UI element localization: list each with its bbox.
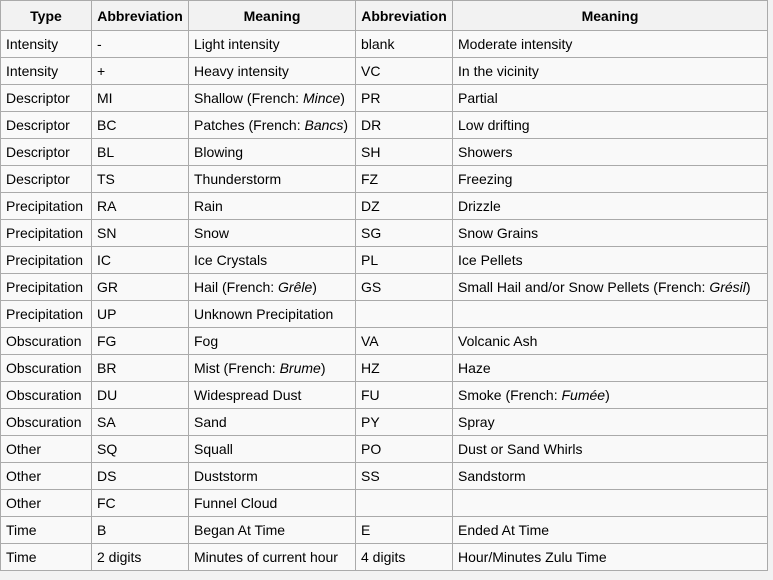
cell-meaning-1: [189, 112, 356, 139]
cell-abbreviation-1: B: [92, 517, 189, 544]
cell-meaning-1: [189, 247, 356, 274]
cell-abbreviation-2: blank: [356, 31, 453, 58]
cell-meaning-1: [189, 382, 356, 409]
cell-type: Precipitation: [1, 193, 92, 220]
cell-meaning-1: [189, 31, 356, 58]
cell-type: Time: [1, 544, 92, 571]
cell-meaning-1-text: Squall: [194, 441, 233, 457]
cell-meaning-2-text: Ice Pellets: [458, 252, 523, 268]
cell-meaning-2: [453, 247, 768, 274]
cell-meaning-2-text-end: ): [605, 387, 610, 403]
cell-type: Time: [1, 517, 92, 544]
cell-meaning-2: [453, 409, 768, 436]
cell-meaning-1: [189, 193, 356, 220]
cell-meaning-2-text: Sandstorm: [458, 468, 526, 484]
cell-meaning-1: [189, 544, 356, 571]
cell-abbreviation-2: DR: [356, 112, 453, 139]
cell-meaning-1: [189, 409, 356, 436]
cell-meaning-2: [453, 139, 768, 166]
cell-abbreviation-2: [356, 490, 453, 517]
table-row: [1, 193, 768, 220]
cell-meaning-2: [453, 301, 768, 328]
cell-type: Precipitation: [1, 274, 92, 301]
cell-meaning-1-text-end: ): [343, 117, 349, 133]
header-row: [1, 1, 768, 31]
cell-type: Obscuration: [1, 355, 92, 382]
cell-meaning-2: [453, 274, 768, 301]
cell-abbreviation-1: FC: [92, 490, 189, 517]
table-row: [1, 517, 768, 544]
cell-type: Precipitation: [1, 220, 92, 247]
cell-abbreviation-2: SH: [356, 139, 453, 166]
cell-abbreviation-1: GR: [92, 274, 189, 301]
cell-meaning-2-text: Hour/Minutes Zulu Time: [458, 549, 607, 565]
cell-type: Intensity: [1, 58, 92, 85]
cell-meaning-1-text: Rain: [194, 198, 223, 214]
cell-abbreviation-2: PL: [356, 247, 453, 274]
cell-type: Obscuration: [1, 382, 92, 409]
table-row: [1, 274, 768, 301]
cell-type: Descriptor: [1, 166, 92, 193]
cell-abbreviation-1: +: [92, 58, 189, 85]
cell-abbreviation-2: PO: [356, 436, 453, 463]
cell-meaning-1-text: Mist (French:: [194, 360, 280, 376]
header-meaning-2: Meaning: [453, 1, 768, 31]
cell-abbreviation-2: HZ: [356, 355, 453, 382]
cell-meaning-2-text: Showers: [458, 144, 513, 160]
cell-meaning-2: [453, 220, 768, 247]
cell-meaning-1: [189, 328, 356, 355]
cell-meaning-2-text: Low drifting: [458, 117, 530, 133]
cell-meaning-2: [453, 31, 768, 58]
cell-meaning-2-text: Ended At Time: [458, 522, 550, 538]
cell-abbreviation-1: FG: [92, 328, 189, 355]
cell-meaning-2: [453, 85, 768, 112]
cell-abbreviation-2: VC: [356, 58, 453, 85]
cell-meaning-2: [453, 328, 768, 355]
cell-meaning-1-text: Began At Time: [194, 522, 286, 538]
cell-meaning-2: [453, 463, 768, 490]
cell-meaning-2: [453, 193, 768, 220]
table-row: [1, 409, 768, 436]
table-row: [1, 247, 768, 274]
cell-abbreviation-2: FZ: [356, 166, 453, 193]
cell-meaning-2: [453, 166, 768, 193]
cell-type: Obscuration: [1, 409, 92, 436]
cell-meaning-1-text: Shallow (French:: [194, 90, 303, 106]
cell-abbreviation-2: VA: [356, 328, 453, 355]
cell-meaning-1-text: Heavy intensity: [194, 63, 289, 79]
cell-abbreviation-1: SN: [92, 220, 189, 247]
cell-meaning-2: [453, 58, 768, 85]
cell-meaning-1-french-term: Mince: [302, 90, 341, 106]
cell-meaning-1-text: Widespread Dust: [194, 387, 302, 403]
cell-meaning-1: [189, 85, 356, 112]
cell-meaning-1-french-term: Grêle: [278, 279, 313, 295]
cell-meaning-1: [189, 463, 356, 490]
cell-type: Precipitation: [1, 247, 92, 274]
cell-meaning-2-text: Dust or Sand Whirls: [458, 441, 583, 457]
cell-meaning-1: [189, 58, 356, 85]
cell-meaning-2: [453, 382, 768, 409]
table-row: [1, 58, 768, 85]
cell-type: Descriptor: [1, 139, 92, 166]
cell-abbreviation-1: MI: [92, 85, 189, 112]
cell-meaning-1: [189, 139, 356, 166]
cell-meaning-1-text: Hail (French:: [194, 279, 279, 295]
cell-meaning-1-french-term: Brume: [279, 360, 321, 376]
cell-meaning-2-text: Partial: [458, 90, 498, 106]
cell-type: Other: [1, 490, 92, 517]
cell-abbreviation-1: -: [92, 31, 189, 58]
table-row: [1, 301, 768, 328]
cell-meaning-2-text: Volcanic Ash: [458, 333, 538, 349]
cell-meaning-2-text: Smoke (French:: [458, 387, 562, 403]
cell-meaning-2-text: Drizzle: [458, 198, 501, 214]
cell-meaning-2: [453, 544, 768, 571]
cell-meaning-2: [453, 355, 768, 382]
cell-abbreviation-1: RA: [92, 193, 189, 220]
cell-meaning-1-text: Ice Crystals: [194, 252, 268, 268]
cell-meaning-1: [189, 274, 356, 301]
cell-abbreviation-2: PR: [356, 85, 453, 112]
cell-meaning-1-text: Patches (French:: [194, 117, 305, 133]
cell-abbreviation-1: DU: [92, 382, 189, 409]
cell-abbreviation-2: SG: [356, 220, 453, 247]
cell-meaning-1: [189, 301, 356, 328]
table-row: [1, 112, 768, 139]
cell-abbreviation-1: IC: [92, 247, 189, 274]
cell-meaning-2-text: Small Hail and/or Snow Pellets (French:: [458, 279, 710, 295]
cell-meaning-2-text: In the vicinity: [458, 63, 539, 79]
cell-meaning-2-text: Haze: [458, 360, 491, 376]
cell-abbreviation-1: SQ: [92, 436, 189, 463]
cell-meaning-1: [189, 517, 356, 544]
cell-abbreviation-1: SA: [92, 409, 189, 436]
table-row: [1, 166, 768, 193]
cell-abbreviation-2: 4 digits: [356, 544, 453, 571]
cell-meaning-1-text-end: ): [320, 360, 326, 376]
cell-abbreviation-1: 2 digits: [92, 544, 189, 571]
cell-meaning-1-text: Blowing: [194, 144, 244, 160]
table-body: [1, 31, 768, 571]
cell-meaning-1: [189, 166, 356, 193]
cell-meaning-1-text: Minutes of current hour: [194, 549, 338, 565]
cell-meaning-1-text-end: ): [312, 279, 317, 295]
table-row: [1, 139, 768, 166]
cell-abbreviation-1: DS: [92, 463, 189, 490]
cell-meaning-1: [189, 355, 356, 382]
cell-meaning-2: [453, 490, 768, 517]
cell-meaning-1-text: Funnel Cloud: [194, 495, 278, 511]
header-meaning-1: Meaning: [189, 1, 356, 31]
cell-meaning-1-text: Unknown Precipitation: [194, 306, 334, 322]
cell-type: Other: [1, 463, 92, 490]
cell-meaning-1-text: Light intensity: [194, 36, 280, 52]
table-row: [1, 31, 768, 58]
cell-meaning-2-text: Moderate intensity: [458, 36, 573, 52]
header-abbreviation-1: Abbreviation: [92, 1, 189, 31]
cell-abbreviation-1: BC: [92, 112, 189, 139]
cell-abbreviation-1: TS: [92, 166, 189, 193]
cell-type: Obscuration: [1, 328, 92, 355]
table-header: [1, 1, 768, 31]
cell-meaning-1: [189, 220, 356, 247]
cell-type: Other: [1, 436, 92, 463]
cell-abbreviation-1: BR: [92, 355, 189, 382]
table-row: [1, 328, 768, 355]
cell-meaning-2-text: Snow Grains: [458, 225, 539, 241]
cell-meaning-1-french-term: Bancs: [304, 117, 344, 133]
header-type: Type: [1, 1, 92, 31]
table-row: [1, 85, 768, 112]
cell-abbreviation-2: PY: [356, 409, 453, 436]
table-row: [1, 355, 768, 382]
table-row: [1, 382, 768, 409]
cell-abbreviation-2: FU: [356, 382, 453, 409]
cell-meaning-2-french-term: Fumée: [561, 387, 606, 403]
cell-meaning-1-text: Thunderstorm: [194, 171, 282, 187]
cell-meaning-2: [453, 436, 768, 463]
table-row: [1, 544, 768, 571]
cell-abbreviation-2: E: [356, 517, 453, 544]
cell-meaning-1: [189, 436, 356, 463]
cell-abbreviation-1: UP: [92, 301, 189, 328]
cell-meaning-2-text: Freezing: [458, 171, 513, 187]
cell-abbreviation-2: [356, 301, 453, 328]
cell-meaning-2-text: Spray: [458, 414, 495, 430]
header-abbreviation-2: Abbreviation: [356, 1, 453, 31]
cell-meaning-1-text: Fog: [194, 333, 219, 349]
cell-meaning-1-text: Sand: [194, 414, 227, 430]
table-row: [1, 436, 768, 463]
cell-type: Descriptor: [1, 85, 92, 112]
cell-meaning-1-text: Snow: [194, 225, 230, 241]
table-row: [1, 220, 768, 247]
table-row: [1, 490, 768, 517]
cell-meaning-2-text-end: ): [745, 279, 751, 295]
cell-meaning-2: [453, 517, 768, 544]
cell-type: Descriptor: [1, 112, 92, 139]
cell-abbreviation-2: SS: [356, 463, 453, 490]
cell-abbreviation-2: GS: [356, 274, 453, 301]
cell-meaning-2: [453, 112, 768, 139]
table-row: [1, 463, 768, 490]
cell-meaning-1-text-end: ): [340, 90, 345, 106]
cell-type: Intensity: [1, 31, 92, 58]
cell-meaning-2-french-term: Grésil: [709, 279, 746, 295]
cell-abbreviation-2: DZ: [356, 193, 453, 220]
cell-meaning-1-text: Duststorm: [194, 468, 258, 484]
cell-type: Precipitation: [1, 301, 92, 328]
cell-abbreviation-1: BL: [92, 139, 189, 166]
cell-meaning-1: [189, 490, 356, 517]
